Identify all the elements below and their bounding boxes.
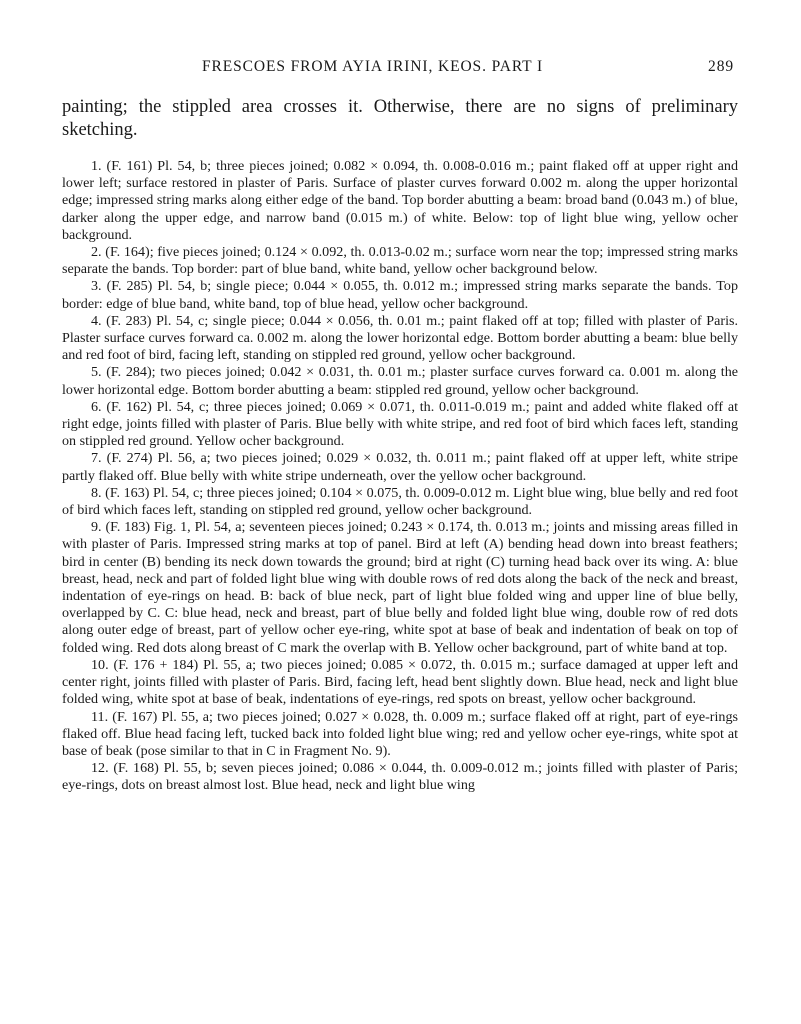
catalogue-entry: 3. (F. 285) Pl. 54, b; single piece; 0.044 × 0.055, th. 0.012 m.; impressed string marks separate the bands. Top border: edge of blue band, white band, top of blue head, yellow ocher background. — [62, 278, 738, 312]
catalogue-entry: 2. (F. 164); five pieces joined; 0.124 × 0.092, th. 0.013-0.02 m.; surface worn near the top; impressed string marks separate the bands. Top border: part of blue band, white band, yellow ocher background below. — [62, 244, 738, 278]
catalogue-entry: 1. (F. 161) Pl. 54, b; three pieces joined; 0.082 × 0.094, th. 0.008-0.016 m.; paint flaked off at upper right and lower left; surface restored in plaster of Paris. Surface of plaster curves forward 0.002 m. along the upper horizontal edge; impressed string marks along either edge of the band. Top border abutting a beam: broad band (0.043 m.) of blue, darker along the upper edge, and narrow band (0.015 m.) of white. Below: top of light blue wing, yellow ocher background. — [62, 158, 738, 243]
catalogue-entry: 5. (F. 284); two pieces joined; 0.042 × 0.031, th. 0.01 m.; plaster surface curves forward ca. 0.001 m. along the lower horizontal edge. Bottom border abutting a beam: stippled red ground, yellow ocher background. — [62, 364, 738, 398]
catalogue-entry: 9. (F. 183) Fig. 1, Pl. 54, a; seventeen pieces joined; 0.243 × 0.174, th. 0.013 m.; joints and missing areas filled in with plaster of Paris. Impressed string marks at top of panel. Bird at left (A) bending head down into breast feathers; bird in center (B) bending its neck down towards the ground; bird at right (C) turning head back over its wing. A: blue breast, head, neck and part of folded light blue wing with double rows of red dots along the back of the neck and breast, indentation of eye-rings on head. B: back of blue neck, part of light blue folded wing and upper line of blue belly, overlapped by C. C: blue head, neck and breast, part of blue belly and folded light blue wing, double row of red dots along outer edge of breast, part of yellow ocher eye-ring, white spot at base of beak and indentation of beak on top of folded wing. Red dots along breast of C mark the overlap with B. Yellow ocher background, part of white band at top. — [62, 519, 738, 656]
fragment-catalogue — [62, 158, 738, 795]
running-head — [62, 58, 738, 80]
catalogue-entry: 11. (F. 167) Pl. 55, a; two pieces joined; 0.027 × 0.028, th. 0.009 m.; surface flaked off at right, part of eye-rings flaked off. Blue head facing left, tucked back into folded light blue wing; red and yellow ocher eye-rings, white spot at base of beak (pose similar to that in C in Fragment No. 9). — [62, 708, 738, 759]
catalogue-entry: 12. (F. 168) Pl. 55, b; seven pieces joined; 0.086 × 0.044, th. 0.009-0.012 m.; joints filled with plaster of Paris; eye-rings, dots on breast almost lost. Blue head, neck and light blue wing — [62, 760, 738, 794]
catalogue-entry: 10. (F. 176 + 184) Pl. 55, a; two pieces joined; 0.085 × 0.072, th. 0.015 m.; surface damaged at upper left and center right, joints filled with plaster of Paris. Bird, facing left, head bent slightly down. Blue head, neck and light blue folded wing, white spot at base of beak, indentations of eye-rings, red spots on breast, yellow ocher background. — [62, 656, 738, 708]
catalogue-entry: 7. (F. 274) Pl. 56, a; two pieces joined; 0.029 × 0.032, th. 0.011 m.; paint flaked off at upper left, white stripe partly flaked off. Blue belly with white stripe underneath, over the yellow ocher background. — [62, 450, 738, 484]
catalogue-entry: 6. (F. 162) Pl. 54, c; three pieces joined; 0.069 × 0.071, th. 0.011-0.019 m.; paint and added white flaked off at right edge, joints filled with plaster of Paris. Blue belly with white stripe, and red foot of bird which faces left, standing on stippled red ground. Yellow ocher background. — [62, 398, 738, 450]
document-page — [62, 58, 738, 795]
catalogue-entry: 8. (F. 163) Pl. 54, c; three pieces joined; 0.104 × 0.075, th. 0.009-0.012 m. Light blue wing, blue belly and red foot of bird which faces left, standing on stippled red ground, yellow ocher background. — [62, 484, 738, 519]
catalogue-entry: 4. (F. 283) Pl. 54, c; single piece; 0.044 × 0.056, th. 0.01 m.; paint flaked off at top; filled with plaster of Paris. Plaster surface curves forward ca. 0.002 m. along the lower horizontal edge. Bottom border abutting a beam: blue belly and red foot of bird, facing left, standing on stippled red ground, yellow ocher background. — [62, 312, 738, 364]
running-title: FRESCOES FROM AYIA IRINI, KEOS. PART I — [202, 58, 544, 75]
intro-paragraph: painting; the stippled area crosses it. Otherwise, there are no signs of preliminary sketching. — [62, 97, 738, 140]
page-number: 289 — [708, 58, 734, 75]
